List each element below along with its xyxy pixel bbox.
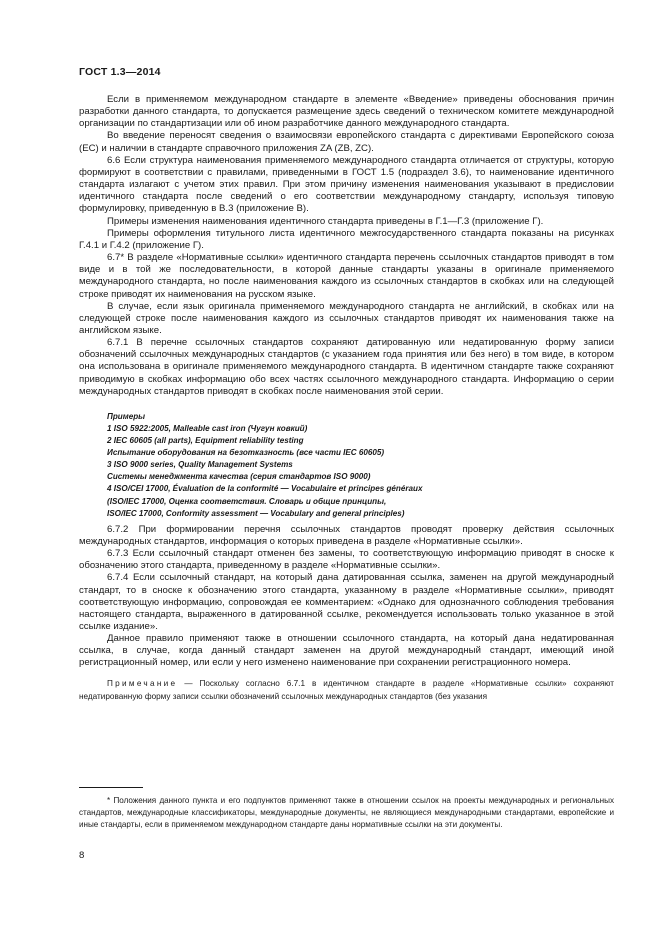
paragraph: Данное правило применяют также в отношении ссылочного стандарта, на который дана недатированная ссылка, в случае, когда данный стандарт заменен на другой международный стандарт, имеющий иной регистрационный номер, или если у него изменено наименование при сохранении регистрационного номера.	[79, 633, 614, 669]
paragraph: В случае, если язык оригинала применяемого международного стандарта не английский, в скобках или на следующей строке после наименования каждого из ссылочных стандартов приводят их наименования также на английском языке.	[79, 300, 614, 336]
footnote-text: * Положения данного пункта и его подпунктов применяют также в отношении ссылок на проекты международных и региональных стандартов, международные классификаторы, международные документы, не являющиеся международными стандартами, европейские и иные стандарты, если в применяемом международном стандарте даны нормативные ссылки на эти документы.	[79, 796, 614, 830]
note-text: — Поскольку согласно 6.7.1 в идентичном стандарте в разделе «Нормативные ссылки» сохраняют недатированную форму записи ссылки обозначений ссылочных международных стандартов (без указания	[79, 678, 614, 701]
paragraph: 6.7.4 Если ссылочный стандарт, на который дана датированная ссылка, заменен на другой международный стандарт, то в сноске к обозначению этого стандарта, указанному в разделе «Нормативные ссылки», приводят соответствующую информацию, сопровождая ее комментарием: «Однако для однозначного соблюдения требования настоящего стандарта, выраженного в датированной ссылке, рекомендуется использовать только указанное в этой ссылке издание».	[79, 572, 614, 632]
paragraph: Примеры оформления титульного листа идентичного межгосударственного стандарта показаны на рисунках Г.4.1 и Г.4.2 (приложение Г).	[79, 227, 614, 251]
footnote-divider	[79, 787, 143, 788]
paragraph: Примеры изменения наименования идентичного стандарта приведены в Г.1—Г.3 (приложение Г).	[107, 215, 544, 227]
example-line: Испытание оборудования на безотказность (все части IEC 60605)	[107, 448, 385, 458]
document-body	[79, 94, 614, 703]
examples-heading: Примеры	[107, 411, 146, 421]
example-line: 1 ISO 5922:2005, Malleable cast iron (Чугун ковкий)	[107, 424, 308, 433]
document-header: ГОСТ 1.3—2014	[79, 66, 161, 78]
paragraph: 6.7.2 При формировании перечня ссылочных стандартов проводят проверку действия ссылочных международных стандартов, информация о которых приведена в разделе «Нормативные ссылки».	[79, 523, 614, 547]
paragraph: Если в применяемом международном стандарте в элементе «Введение» приведены обоснования причин разработки данного стандарта, то допускается размещение здесь сведений о техническом комитете международной организации по стандартизации или об ином разработчике данного международного стандарта.	[79, 94, 614, 130]
paragraph: 6.7* В разделе «Нормативные ссылки» идентичного стандарта перечень ссылочных стандартов приводят в том виде и в той же последовательности, в которой данные стандарты указаны в оригинале применяемого международного стандарта, но после наименования каждого из ссылочных стандартов в скобках или на следующей строке приводят их наименования на русском языке.	[79, 252, 614, 300]
example-line: Системы менеджмента качества (серия стандартов ISO 9000)	[107, 472, 371, 482]
example-line: 4 ISO/CEI 17000, Évaluation de la conformité — Vocabulaire et principes généraux	[107, 484, 423, 494]
example-line: 2 IEC 60605 (all parts), Equipment reliability testing	[107, 436, 304, 446]
example-line: (ISO/IEC 17000, Оценка соответствия. Словарь и общие принципы,	[107, 496, 387, 506]
paragraph: Во введение переносят сведения о взаимосвязи европейского стандарта с директивами Европейского союза (ЕС) и наличии в стандарте справочного приложения ZA (ZB, ZC).	[79, 130, 614, 154]
examples-block	[79, 411, 614, 520]
page-number: 8	[79, 850, 85, 861]
example-line: 3 ISO 9000 series, Quality Management Systems	[107, 460, 293, 470]
footnote	[79, 795, 614, 831]
note-label: Примечание	[107, 678, 178, 688]
example-line: ISO/IEC 17000, Conformity assessment — Vocabulary and general principles)	[107, 508, 405, 518]
paragraph: 6.6 Если структура наименования применяемого международного стандарта отличается от структуры, которую формируют в соответствии с правилами, приведенными в ГОСТ 1.5 (подраздел 3.6), то наименование идентичного стандарта излагают с учетом этих правил. При этом причину изменения наименования указывают в предисловии идентичного стандарта после сведений о его соответствии международному стандарту, используя типовую формулировку, приведенную в В.3 (приложение В).	[79, 154, 614, 215]
note	[79, 677, 614, 703]
paragraph: 6.7.3 Если ссылочный стандарт отменен без замены, то соответствующую информацию приводят в сноске к обозначению этого стандарта, приведенному в разделе «Нормативные ссылки».	[79, 548, 614, 572]
paragraph: 6.7.1 В перечне ссылочных стандартов сохраняют датированную или недатированную форму записи обозначений ссылочных международных стандартов (с указанием года принятия или без него) в том виде, в котором она использована в оригинале применяемого международного стандарта. В идентичном стандарте также сохраняют приводимую в скобках информацию обо всех частях ссылочного международного стандарта. Информацию о серии международных стандартов приводят в скобках после наименования этой серии.	[79, 337, 614, 397]
